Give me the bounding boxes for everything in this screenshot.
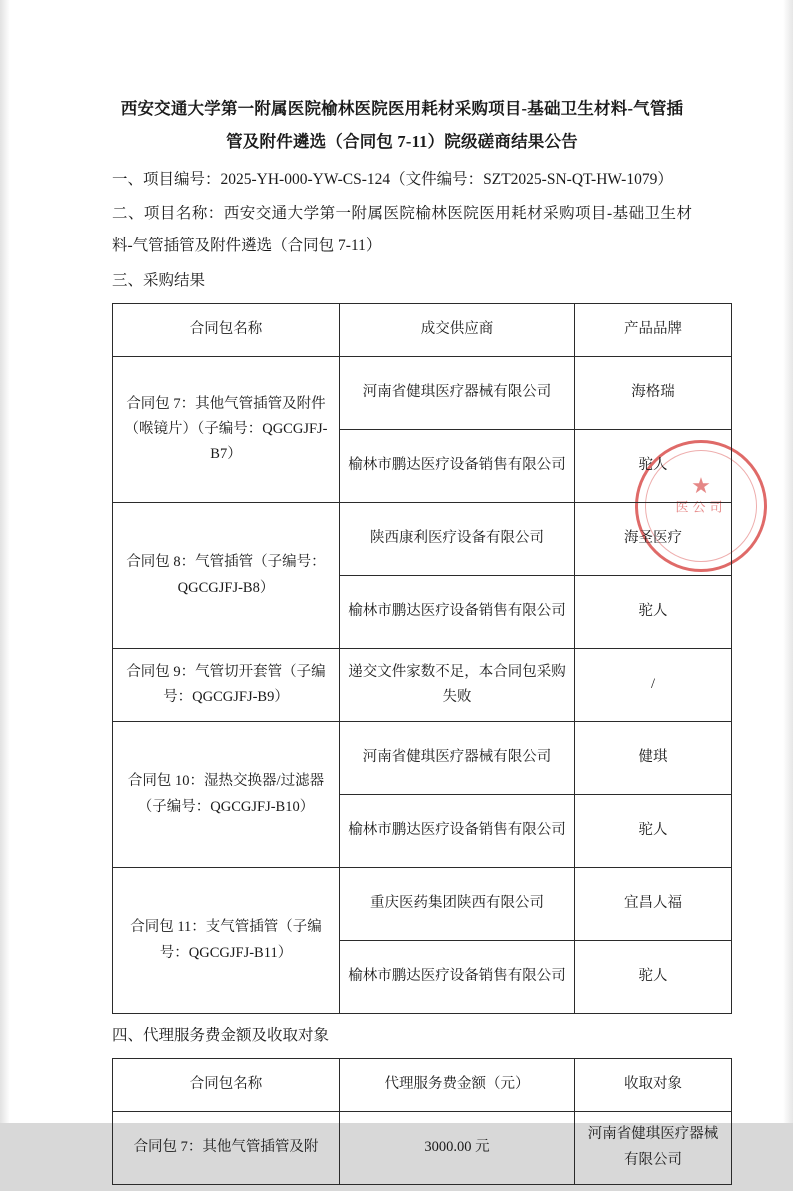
table-header-row [113, 1058, 732, 1111]
page-edge-right [783, 0, 793, 1123]
cell-brand: 驼人 [575, 576, 732, 649]
page-title-line2: 管及附件遴选（合同包 7-11）院级磋商结果公告 [226, 132, 578, 151]
seal-text: 医公司 [675, 499, 727, 515]
cell-brand: 健琪 [575, 722, 732, 795]
cell-supplier-name: 河南省健琪医疗器械有限公司 [340, 722, 575, 795]
cell-brand: 驼人 [575, 795, 732, 868]
cell-supplier-name: 榆林市鹏达医疗设备销售有限公司 [340, 941, 575, 1014]
cell-supplier-name: 重庆医药集团陕西有限公司 [340, 868, 575, 941]
table-row [113, 503, 732, 576]
agency-fee-table [112, 1058, 732, 1185]
project-name-paragraph: 二、项目名称：西安交通大学第一附属医院榆林医院医用耗材采购项目-基础卫生材料-气管插管及附件遴选（合同包 7-11） [112, 204, 692, 254]
column-header-fee-amount: 代理服务费金额（元） [340, 1058, 575, 1111]
project-number-paragraph: 一、项目编号：2025-YH-000-YW-CS-124（文件编号：SZT2025-SN-QT-HW-1079） [112, 171, 673, 188]
table-row [113, 649, 732, 722]
cell-package-name: 合同包 9：气管切开套管（子编号：QGCGJFJ-B9） [113, 649, 340, 722]
section-agency-fee-title: 四、代理服务费金额及收取对象 [112, 1027, 330, 1045]
table-header-row [113, 304, 732, 357]
cell-brand: 驼人 [575, 941, 732, 1014]
cell-package-name: 合同包 7：其他气管插管及附件（喉镜片）（子编号：QGCGJFJ-B7） [113, 357, 340, 503]
cell-payer: 河南省健琪医疗器械有限公司 [575, 1111, 732, 1184]
table-row [113, 722, 732, 795]
table-row [113, 357, 732, 430]
column-header-brand: 产品品牌 [575, 304, 732, 357]
cell-brand: 海圣医疗 [575, 503, 732, 576]
cell-brand: 海格瑞 [575, 357, 732, 430]
table-row [113, 1111, 732, 1184]
purchase-result-table [112, 303, 732, 1014]
cell-package-name: 合同包 10：湿热交换器/过滤器（子编号：QGCGJFJ-B10） [113, 722, 340, 868]
cell-fee-amount: 3000.00 元 [340, 1111, 575, 1184]
cell-supplier-name: 陕西康利医疗设备有限公司 [340, 503, 575, 576]
column-header-package: 合同包名称 [113, 1058, 340, 1111]
cell-supplier-name: 递交文件家数不足，本合同包采购失败 [340, 649, 575, 722]
section-purchase-result-title: 三、采购结果 [112, 272, 206, 290]
seal-star-icon: ★ [691, 472, 711, 498]
cell-supplier-name: 榆林市鹏达医疗设备销售有限公司 [340, 795, 575, 868]
cell-brand: 宜昌人福 [575, 868, 732, 941]
column-header-package: 合同包名称 [113, 304, 340, 357]
cell-supplier-name: 榆林市鹏达医疗设备销售有限公司 [340, 430, 575, 503]
cell-package-name: 合同包 7：其他气管插管及附 [113, 1111, 340, 1184]
cell-package-name: 合同包 11：支气管插管（子编号：QGCGJFJ-B11） [113, 868, 340, 1014]
column-header-payer: 收取对象 [575, 1058, 732, 1111]
table-row [113, 868, 732, 941]
cell-brand: 驼人 [575, 430, 732, 503]
cell-brand: / [575, 649, 732, 722]
cell-supplier-name: 河南省健琪医疗器械有限公司 [340, 357, 575, 430]
cell-supplier-name: 榆林市鹏达医疗设备销售有限公司 [340, 576, 575, 649]
column-header-supplier: 成交供应商 [340, 304, 575, 357]
page-title [112, 92, 692, 158]
cell-package-name: 合同包 8：气管插管（子编号：QGCGJFJ-B8） [113, 503, 340, 649]
page-edge-left [0, 0, 10, 1123]
page-title-line1: 西安交通大学第一附属医院榆林医院医用耗材采购项目-基础卫生材料-气管插 [120, 99, 684, 118]
